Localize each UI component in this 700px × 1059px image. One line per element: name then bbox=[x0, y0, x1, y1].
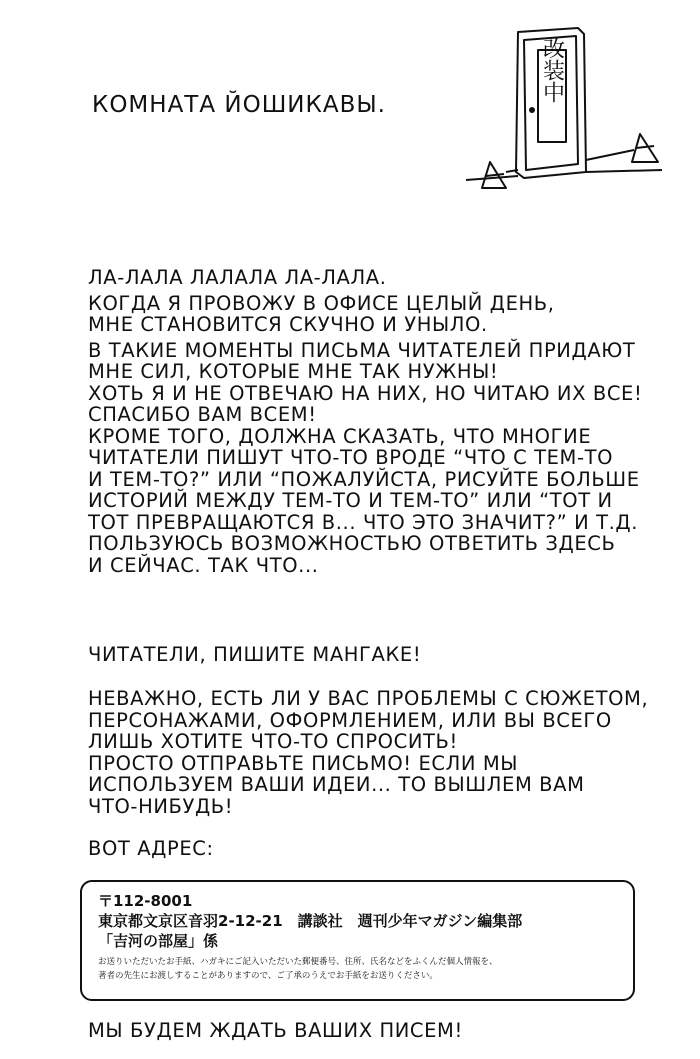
intro-text bbox=[88, 267, 642, 576]
body-line: НЕВАЖНО, ЕСТЬ ЛИ У ВАС ПРОБЛЕМЫ С СЮЖЕТОМ, bbox=[88, 687, 649, 710]
body-line: ЧТО-НИБУДЬ! bbox=[88, 794, 234, 818]
intro-line: ЧИТАТЕЛИ ПИШУТ ЧТО-ТО ВРОДЕ “ЧТО С ТЕМ-ТО bbox=[88, 446, 614, 469]
intro-line: ЛА-ЛАЛА ЛАЛАЛА ЛА-ЛАЛА. bbox=[88, 266, 387, 289]
intro-line: ИСТОРИЙ МЕЖДУ ТЕМ-ТО И ТЕМ-ТО” ИЛИ “ТОТ И bbox=[88, 489, 613, 512]
door-illustration bbox=[462, 22, 668, 202]
postcode: 〒112-8001 bbox=[98, 892, 193, 910]
address-label: ВОТ АДРЕС: bbox=[88, 837, 214, 860]
page-title: КОМНАТА ЙОШИКАВЫ. bbox=[92, 92, 386, 118]
address-room: 「吉河の部屋」係 bbox=[98, 932, 219, 950]
intro-line: СПАСИБО ВАМ ВСЕМ! bbox=[88, 403, 317, 426]
body-line: ПРОСТО ОТПРАВЬТЕ ПИСЬМО! ЕСЛИ МЫ bbox=[88, 751, 519, 775]
privacy-note-line: お送りいただいたお手紙、ハガキにご記入いただいた郵便番号、住所、氏名などをふくんだ個人情報を、 bbox=[98, 957, 498, 967]
intro-line: В ТАКИЕ МОМЕНТЫ ПИСЬМА ЧИТАТЕЛЕЙ ПРИДАЮТ bbox=[88, 338, 636, 362]
body-line: ПЕРСОНАЖАМИ, ОФОРМЛЕНИЕМ, ИЛИ ВЫ ВСЕГО bbox=[88, 708, 612, 732]
address-box bbox=[80, 880, 635, 1001]
intro-line: КОГДА Я ПРОВОЖУ В ОФИСЕ ЦЕЛЫЙ ДЕНЬ, bbox=[88, 291, 555, 315]
body-line: ИСПОЛЬЗУЕМ ВАШИ ИДЕИ... ТО ВЫШЛЕМ ВАМ bbox=[88, 773, 585, 796]
address-street: 東京都文京区音羽2-12-21 講談社 週刊少年マガジン編集部 bbox=[98, 912, 523, 930]
body-text bbox=[88, 688, 648, 817]
body-line: ЛИШЬ ХОТИТЕ ЧТО-ТО СПРОСИТЬ! bbox=[88, 730, 458, 753]
page-edge bbox=[0, 0, 3, 1059]
door-sign: 改装中 bbox=[539, 37, 565, 103]
intro-line: ХОТЬ Я И НЕ ОТВЕЧАЮ НА НИХ, НО ЧИТАЮ ИХ ВСЕ! bbox=[88, 381, 643, 405]
intro-line: И ТЕМ-ТО?” ИЛИ “ПОЖАЛУЙСТА, РИСУЙТЕ БОЛЬШЕ bbox=[88, 467, 640, 491]
intro-line: МНЕ СИЛ, КОТОРЫЕ МНЕ ТАК НУЖНЫ! bbox=[88, 360, 499, 383]
privacy-note bbox=[98, 955, 619, 983]
closing-text: МЫ БУДЕМ ЖДАТЬ ВАШИХ ПИСЕМ! bbox=[88, 1019, 463, 1042]
privacy-note-line: 著者の先生にお渡しすることがありますので、ご了承のうえでお手紙をお送りください。 bbox=[98, 971, 438, 981]
intro-line: ПОЛЬЗУЮСЬ ВОЗМОЖНОСТЬЮ ОТВЕТИТЬ ЗДЕСЬ bbox=[88, 532, 616, 555]
call-heading: ЧИТАТЕЛИ, ПИШИТЕ МАНГАКЕ! bbox=[88, 643, 422, 666]
intro-line: МНЕ СТАНОВИТСЯ СКУЧНО И УНЫЛО. bbox=[88, 313, 488, 336]
intro-line: КРОМЕ ТОГО, ДОЛЖНА СКАЗАТЬ, ЧТО МНОГИЕ bbox=[88, 424, 592, 448]
intro-line: ТОТ ПРЕВРАЩАЮТСЯ В... ЧТО ЭТО ЗНАЧИТ?” И Т.Д. bbox=[88, 510, 639, 534]
intro-line: И СЕЙЧАС. ТАК ЧТО... bbox=[88, 553, 319, 577]
